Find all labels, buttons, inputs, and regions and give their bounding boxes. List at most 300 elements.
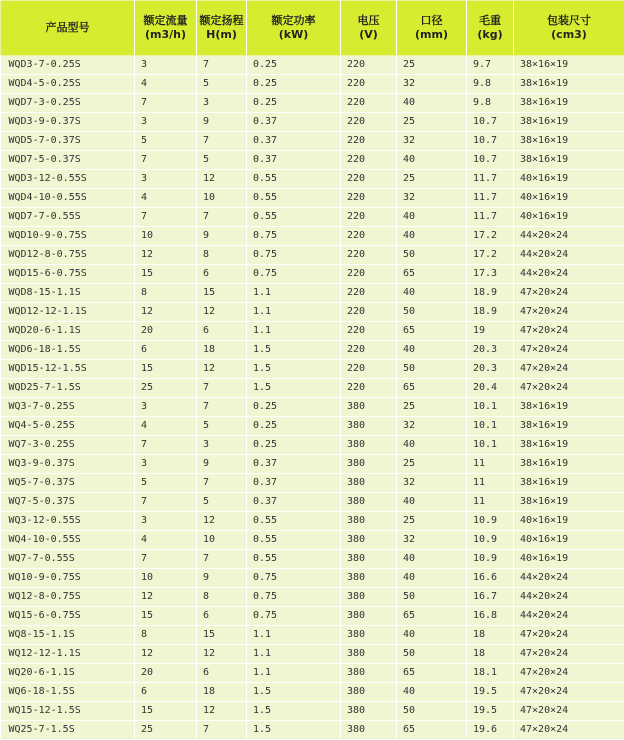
cell-package-size: 47×20×24 — [514, 683, 624, 702]
cell-flow: 4 — [135, 531, 197, 550]
cell-model: WQD20-6-1.1S — [1, 322, 135, 341]
cell-package-size: 40×16×19 — [514, 531, 624, 550]
cell-power: 0.25 — [247, 398, 341, 417]
cell-model: WQD3-7-0.25S — [1, 56, 135, 75]
header-package-size: 包装尺寸 (cm3) — [514, 1, 624, 56]
cell-package-size: 44×20×24 — [514, 265, 624, 284]
cell-power: 1.5 — [247, 341, 341, 360]
cell-package-size: 38×16×19 — [514, 132, 624, 151]
cell-head: 9 — [197, 227, 247, 246]
cell-package-size: 38×16×19 — [514, 94, 624, 113]
cell-package-size: 44×20×24 — [514, 227, 624, 246]
cell-weight: 16.8 — [467, 607, 514, 626]
cell-package-size: 40×16×19 — [514, 512, 624, 531]
cell-head: 12 — [197, 170, 247, 189]
cell-power: 1.1 — [247, 303, 341, 322]
cell-voltage: 380 — [341, 664, 397, 683]
cell-power: 0.75 — [247, 265, 341, 284]
cell-weight: 11.7 — [467, 208, 514, 227]
cell-caliber: 40 — [397, 626, 467, 645]
cell-power: 0.25 — [247, 436, 341, 455]
table-row — [1, 721, 624, 740]
cell-caliber: 32 — [397, 75, 467, 94]
cell-head: 18 — [197, 341, 247, 360]
cell-flow: 7 — [135, 151, 197, 170]
cell-weight: 18.9 — [467, 303, 514, 322]
cell-package-size: 47×20×24 — [514, 284, 624, 303]
cell-package-size: 44×20×24 — [514, 588, 624, 607]
cell-caliber: 40 — [397, 550, 467, 569]
cell-flow: 15 — [135, 702, 197, 721]
cell-power: 0.55 — [247, 512, 341, 531]
cell-power: 0.75 — [247, 588, 341, 607]
cell-caliber: 65 — [397, 664, 467, 683]
cell-voltage: 220 — [341, 227, 397, 246]
cell-power: 0.25 — [247, 75, 341, 94]
cell-power: 1.1 — [247, 322, 341, 341]
cell-model: WQD7-7-0.55S — [1, 208, 135, 227]
cell-model: WQD25-7-1.5S — [1, 379, 135, 398]
cell-voltage: 380 — [341, 493, 397, 512]
table-row — [1, 436, 624, 455]
cell-weight: 19.5 — [467, 702, 514, 721]
header-power: 额定功率 (kW) — [247, 1, 341, 56]
cell-voltage: 220 — [341, 94, 397, 113]
cell-model: WQ7-5-0.37S — [1, 493, 135, 512]
cell-voltage: 220 — [341, 341, 397, 360]
cell-power: 0.37 — [247, 113, 341, 132]
cell-caliber: 50 — [397, 702, 467, 721]
table-row — [1, 265, 624, 284]
cell-head: 6 — [197, 664, 247, 683]
table-row — [1, 398, 624, 417]
cell-power: 1.5 — [247, 360, 341, 379]
cell-package-size: 47×20×24 — [514, 702, 624, 721]
table-row — [1, 284, 624, 303]
cell-package-size: 47×20×24 — [514, 721, 624, 740]
cell-voltage: 220 — [341, 75, 397, 94]
table-row — [1, 645, 624, 664]
cell-model: WQD3-12-0.55S — [1, 170, 135, 189]
cell-voltage: 220 — [341, 379, 397, 398]
cell-caliber: 40 — [397, 284, 467, 303]
cell-weight: 11 — [467, 474, 514, 493]
cell-flow: 7 — [135, 493, 197, 512]
cell-weight: 10.1 — [467, 436, 514, 455]
cell-head: 7 — [197, 398, 247, 417]
cell-package-size: 44×20×24 — [514, 246, 624, 265]
cell-package-size: 47×20×24 — [514, 322, 624, 341]
cell-flow: 7 — [135, 94, 197, 113]
cell-power: 1.1 — [247, 645, 341, 664]
table-row — [1, 474, 624, 493]
cell-head: 6 — [197, 322, 247, 341]
table-row — [1, 322, 624, 341]
cell-flow: 6 — [135, 683, 197, 702]
cell-model: WQD12-8-0.75S — [1, 246, 135, 265]
table-row — [1, 588, 624, 607]
cell-flow: 15 — [135, 360, 197, 379]
cell-weight: 19.5 — [467, 683, 514, 702]
cell-caliber: 32 — [397, 189, 467, 208]
table-row — [1, 512, 624, 531]
cell-model: WQD4-5-0.25S — [1, 75, 135, 94]
table-row — [1, 550, 624, 569]
cell-voltage: 220 — [341, 208, 397, 227]
cell-package-size: 47×20×24 — [514, 360, 624, 379]
cell-package-size: 38×16×19 — [514, 493, 624, 512]
table-row — [1, 94, 624, 113]
cell-package-size: 44×20×24 — [514, 607, 624, 626]
cell-caliber: 25 — [397, 512, 467, 531]
cell-caliber: 40 — [397, 569, 467, 588]
cell-package-size: 47×20×24 — [514, 626, 624, 645]
cell-head: 5 — [197, 75, 247, 94]
cell-weight: 18.1 — [467, 664, 514, 683]
cell-head: 5 — [197, 151, 247, 170]
cell-power: 0.55 — [247, 170, 341, 189]
cell-package-size: 40×16×19 — [514, 550, 624, 569]
cell-flow: 20 — [135, 322, 197, 341]
cell-power: 0.75 — [247, 227, 341, 246]
cell-weight: 16.7 — [467, 588, 514, 607]
cell-voltage: 380 — [341, 436, 397, 455]
cell-weight: 10.9 — [467, 512, 514, 531]
cell-head: 5 — [197, 417, 247, 436]
cell-power: 0.75 — [247, 246, 341, 265]
cell-model: WQD7-3-0.25S — [1, 94, 135, 113]
cell-weight: 9.8 — [467, 75, 514, 94]
cell-weight: 17.2 — [467, 227, 514, 246]
cell-head: 15 — [197, 626, 247, 645]
cell-caliber: 40 — [397, 151, 467, 170]
cell-model: WQD4-10-0.55S — [1, 189, 135, 208]
header-row — [1, 1, 624, 56]
cell-flow: 4 — [135, 417, 197, 436]
cell-package-size: 47×20×24 — [514, 341, 624, 360]
cell-head: 6 — [197, 607, 247, 626]
cell-caliber: 25 — [397, 455, 467, 474]
cell-voltage: 380 — [341, 512, 397, 531]
cell-caliber: 65 — [397, 379, 467, 398]
cell-weight: 20.3 — [467, 360, 514, 379]
cell-voltage: 380 — [341, 721, 397, 740]
cell-weight: 10.1 — [467, 398, 514, 417]
cell-package-size: 38×16×19 — [514, 455, 624, 474]
cell-flow: 25 — [135, 379, 197, 398]
cell-package-size: 44×20×24 — [514, 569, 624, 588]
cell-power: 0.75 — [247, 607, 341, 626]
cell-caliber: 65 — [397, 265, 467, 284]
header-weight: 毛重 (kg) — [467, 1, 514, 56]
cell-model: WQ12-12-1.1S — [1, 645, 135, 664]
cell-head: 6 — [197, 265, 247, 284]
cell-power: 0.37 — [247, 474, 341, 493]
cell-head: 8 — [197, 588, 247, 607]
cell-model: WQ10-9-0.75S — [1, 569, 135, 588]
cell-flow: 10 — [135, 569, 197, 588]
cell-caliber: 65 — [397, 721, 467, 740]
cell-power: 0.37 — [247, 132, 341, 151]
table-row — [1, 75, 624, 94]
cell-caliber: 40 — [397, 94, 467, 113]
cell-flow: 3 — [135, 398, 197, 417]
table-row — [1, 151, 624, 170]
cell-voltage: 380 — [341, 645, 397, 664]
cell-model: WQ20-6-1.1S — [1, 664, 135, 683]
cell-flow: 8 — [135, 284, 197, 303]
cell-power: 0.37 — [247, 151, 341, 170]
cell-flow: 3 — [135, 512, 197, 531]
table-row — [1, 246, 624, 265]
cell-model: WQD3-9-0.37S — [1, 113, 135, 132]
cell-weight: 17.3 — [467, 265, 514, 284]
cell-caliber: 65 — [397, 607, 467, 626]
cell-head: 12 — [197, 702, 247, 721]
cell-package-size: 47×20×24 — [514, 379, 624, 398]
cell-caliber: 25 — [397, 113, 467, 132]
cell-weight: 20.4 — [467, 379, 514, 398]
cell-weight: 10.7 — [467, 113, 514, 132]
cell-power: 0.55 — [247, 208, 341, 227]
cell-package-size: 40×16×19 — [514, 189, 624, 208]
cell-caliber: 40 — [397, 227, 467, 246]
cell-voltage: 380 — [341, 569, 397, 588]
cell-caliber: 40 — [397, 208, 467, 227]
cell-power: 0.55 — [247, 531, 341, 550]
cell-head: 7 — [197, 474, 247, 493]
cell-weight: 11.7 — [467, 170, 514, 189]
cell-flow: 10 — [135, 227, 197, 246]
cell-package-size: 38×16×19 — [514, 398, 624, 417]
cell-flow: 12 — [135, 303, 197, 322]
cell-voltage: 220 — [341, 56, 397, 75]
cell-flow: 12 — [135, 588, 197, 607]
cell-package-size: 38×16×19 — [514, 113, 624, 132]
table-row — [1, 626, 624, 645]
cell-weight: 18.9 — [467, 284, 514, 303]
header-model: 产品型号 — [1, 1, 135, 56]
cell-flow: 7 — [135, 208, 197, 227]
cell-head: 12 — [197, 303, 247, 322]
cell-head: 18 — [197, 683, 247, 702]
cell-caliber: 25 — [397, 56, 467, 75]
cell-voltage: 220 — [341, 170, 397, 189]
cell-power: 0.25 — [247, 56, 341, 75]
cell-power: 1.1 — [247, 626, 341, 645]
cell-model: WQD12-12-1.1S — [1, 303, 135, 322]
cell-model: WQ7-3-0.25S — [1, 436, 135, 455]
cell-power: 0.25 — [247, 94, 341, 113]
cell-head: 9 — [197, 113, 247, 132]
cell-model: WQD15-6-0.75S — [1, 265, 135, 284]
table-row — [1, 702, 624, 721]
cell-voltage: 220 — [341, 322, 397, 341]
cell-caliber: 50 — [397, 303, 467, 322]
cell-model: WQ4-5-0.25S — [1, 417, 135, 436]
cell-power: 1.5 — [247, 683, 341, 702]
cell-weight: 19 — [467, 322, 514, 341]
cell-package-size: 38×16×19 — [514, 436, 624, 455]
cell-flow: 4 — [135, 75, 197, 94]
cell-power: 0.25 — [247, 417, 341, 436]
cell-model: WQD15-12-1.5S — [1, 360, 135, 379]
cell-voltage: 220 — [341, 151, 397, 170]
cell-model: WQD8-15-1.1S — [1, 284, 135, 303]
cell-caliber: 40 — [397, 683, 467, 702]
cell-package-size: 38×16×19 — [514, 56, 624, 75]
table-row — [1, 360, 624, 379]
cell-voltage: 380 — [341, 398, 397, 417]
cell-weight: 9.7 — [467, 56, 514, 75]
cell-head: 7 — [197, 56, 247, 75]
cell-model: WQD6-18-1.5S — [1, 341, 135, 360]
cell-weight: 10.9 — [467, 531, 514, 550]
cell-flow: 15 — [135, 265, 197, 284]
cell-model: WQD7-5-0.37S — [1, 151, 135, 170]
cell-weight: 11 — [467, 455, 514, 474]
cell-power: 0.55 — [247, 189, 341, 208]
cell-flow: 12 — [135, 645, 197, 664]
cell-caliber: 32 — [397, 474, 467, 493]
table-body — [1, 56, 624, 740]
cell-flow: 3 — [135, 455, 197, 474]
cell-weight: 10.7 — [467, 151, 514, 170]
cell-weight: 18 — [467, 626, 514, 645]
cell-caliber: 50 — [397, 588, 467, 607]
cell-weight: 10.9 — [467, 550, 514, 569]
cell-flow: 5 — [135, 474, 197, 493]
table-row — [1, 170, 624, 189]
cell-package-size: 40×16×19 — [514, 170, 624, 189]
cell-caliber: 40 — [397, 436, 467, 455]
header-voltage: 电压 (V) — [341, 1, 397, 56]
cell-head: 10 — [197, 189, 247, 208]
cell-voltage: 380 — [341, 626, 397, 645]
cell-weight: 11.7 — [467, 189, 514, 208]
cell-flow: 3 — [135, 113, 197, 132]
cell-voltage: 380 — [341, 588, 397, 607]
table-row — [1, 455, 624, 474]
cell-head: 9 — [197, 455, 247, 474]
table-row — [1, 531, 624, 550]
table-row — [1, 132, 624, 151]
cell-flow: 6 — [135, 341, 197, 360]
cell-power: 1.5 — [247, 379, 341, 398]
cell-model: WQ4-10-0.55S — [1, 531, 135, 550]
cell-model: WQD5-7-0.37S — [1, 132, 135, 151]
cell-voltage: 220 — [341, 303, 397, 322]
cell-voltage: 380 — [341, 455, 397, 474]
table-row — [1, 303, 624, 322]
cell-flow: 12 — [135, 246, 197, 265]
cell-head: 5 — [197, 493, 247, 512]
cell-head: 12 — [197, 512, 247, 531]
cell-caliber: 32 — [397, 531, 467, 550]
cell-power: 0.37 — [247, 493, 341, 512]
table-row — [1, 341, 624, 360]
cell-model: WQ8-15-1.1S — [1, 626, 135, 645]
cell-head: 12 — [197, 645, 247, 664]
cell-model: WQ3-9-0.37S — [1, 455, 135, 474]
cell-caliber: 40 — [397, 341, 467, 360]
cell-model: WQ15-12-1.5S — [1, 702, 135, 721]
cell-voltage: 220 — [341, 189, 397, 208]
table-row — [1, 493, 624, 512]
cell-package-size: 47×20×24 — [514, 664, 624, 683]
cell-voltage: 220 — [341, 246, 397, 265]
cell-model: WQ7-7-0.55S — [1, 550, 135, 569]
cell-model: WQ15-6-0.75S — [1, 607, 135, 626]
cell-power: 1.1 — [247, 664, 341, 683]
table-row — [1, 683, 624, 702]
cell-head: 7 — [197, 721, 247, 740]
cell-model: WQ3-12-0.55S — [1, 512, 135, 531]
table-row — [1, 227, 624, 246]
cell-voltage: 220 — [341, 265, 397, 284]
cell-caliber: 65 — [397, 322, 467, 341]
cell-voltage: 380 — [341, 474, 397, 493]
cell-model: WQ12-8-0.75S — [1, 588, 135, 607]
cell-model: WQ3-7-0.25S — [1, 398, 135, 417]
cell-package-size: 38×16×19 — [514, 474, 624, 493]
cell-caliber: 40 — [397, 493, 467, 512]
cell-head: 3 — [197, 94, 247, 113]
cell-head: 15 — [197, 284, 247, 303]
cell-package-size: 47×20×24 — [514, 645, 624, 664]
cell-flow: 8 — [135, 626, 197, 645]
cell-head: 10 — [197, 531, 247, 550]
cell-model: WQ25-7-1.5S — [1, 721, 135, 740]
cell-power: 1.1 — [247, 284, 341, 303]
table-row — [1, 113, 624, 132]
cell-caliber: 32 — [397, 132, 467, 151]
cell-model: WQ6-18-1.5S — [1, 683, 135, 702]
cell-caliber: 32 — [397, 417, 467, 436]
cell-power: 1.5 — [247, 721, 341, 740]
cell-voltage: 220 — [341, 360, 397, 379]
cell-package-size: 47×20×24 — [514, 303, 624, 322]
cell-model: WQ5-7-0.37S — [1, 474, 135, 493]
header-flow: 额定流量 (m3/h) — [135, 1, 197, 56]
cell-flow: 3 — [135, 170, 197, 189]
cell-voltage: 380 — [341, 683, 397, 702]
cell-caliber: 25 — [397, 398, 467, 417]
cell-weight: 17.2 — [467, 246, 514, 265]
table-row — [1, 607, 624, 626]
cell-head: 7 — [197, 379, 247, 398]
cell-voltage: 380 — [341, 531, 397, 550]
cell-power: 0.75 — [247, 569, 341, 588]
cell-caliber: 50 — [397, 360, 467, 379]
cell-caliber: 50 — [397, 645, 467, 664]
table-row — [1, 189, 624, 208]
cell-weight: 10.1 — [467, 417, 514, 436]
cell-head: 7 — [197, 132, 247, 151]
cell-flow: 7 — [135, 436, 197, 455]
cell-head: 12 — [197, 360, 247, 379]
cell-weight: 9.8 — [467, 94, 514, 113]
cell-weight: 11 — [467, 493, 514, 512]
cell-caliber: 50 — [397, 246, 467, 265]
cell-voltage: 220 — [341, 132, 397, 151]
header-caliber: 口径 (mm) — [397, 1, 467, 56]
cell-caliber: 25 — [397, 170, 467, 189]
cell-head: 7 — [197, 550, 247, 569]
cell-package-size: 38×16×19 — [514, 75, 624, 94]
cell-flow: 4 — [135, 189, 197, 208]
cell-weight: 10.7 — [467, 132, 514, 151]
